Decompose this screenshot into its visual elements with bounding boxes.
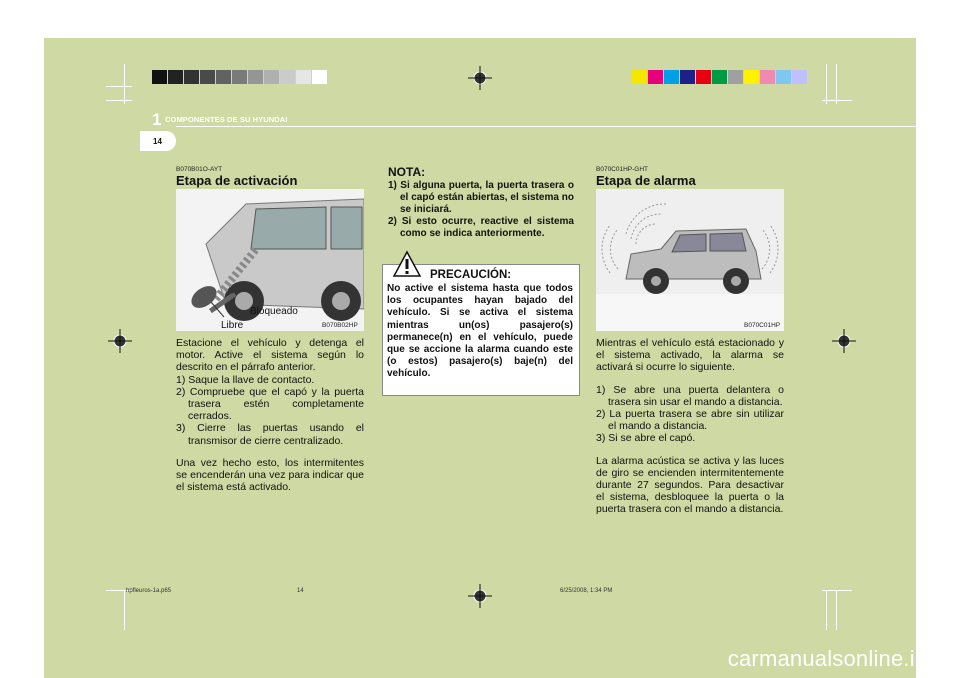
gray-swatch — [216, 70, 231, 84]
warning-triangle-icon — [392, 250, 422, 278]
left-step: 3) Cierre las puertas usando el transmisor de cierre centralizado. — [176, 422, 364, 447]
left-body — [176, 337, 364, 493]
gray-swatch — [312, 70, 327, 84]
color-swatch — [680, 70, 695, 84]
registration-target-icon — [468, 584, 492, 608]
color-swatch — [712, 70, 727, 84]
image-label-locked: Bloqueado — [250, 306, 298, 317]
right-outro: La alarma acústica se activa y las luces de giro se encienden intermitentemente durante 27 segundos. Para desactivar el sistema, desbloquee la puerta o la puerta trasera con el mando a distancia. — [596, 454, 784, 516]
gray-swatch — [232, 70, 247, 84]
note-body — [388, 180, 574, 240]
color-swatch — [776, 70, 791, 84]
color-swatch — [760, 70, 775, 84]
right-step: 1) Se abre una puerta delantera o trasera sin usar el mando a distancia. — [596, 383, 784, 408]
registration-target-icon — [832, 329, 856, 353]
section-title: Etapa de activación — [176, 173, 298, 188]
caution-text: No active el sistema hasta que todos los ocupantes hayan bajado del vehículo. Si se activa el sistema mientras un(os) pasajero(s) permanece(n) en el vehículo, puede que se accione la alarma cuando este (o estos) pasajero(s) baje(n) del vehículo. — [387, 283, 573, 380]
crop-mark — [124, 590, 125, 630]
caution-title: PRECAUCIÓN: — [430, 269, 512, 281]
right-step: 2) La puerta trasera se abre sin utilizar el mando a distancia. — [596, 408, 784, 433]
crop-mark — [124, 64, 125, 104]
left-intro: Estacione el vehículo y detenga el motor. Active el sistema según lo descrito en el párrafo anterior. — [176, 337, 364, 374]
image-label-unlocked: Libre — [221, 320, 244, 331]
right-step: 3) Si se abre el capó. — [596, 432, 696, 445]
gray-swatch — [296, 70, 311, 84]
color-calibration-bar — [632, 70, 808, 84]
registration-target-icon — [468, 66, 492, 90]
footer-file: hpfleuros-1a.p65 — [126, 588, 172, 594]
section-code: B070C01HP-GHT — [596, 166, 649, 173]
gray-swatch — [264, 70, 279, 84]
crop-mark — [822, 100, 852, 101]
gray-swatch — [168, 70, 183, 84]
image-code: B070B02HP — [322, 322, 358, 329]
color-swatch — [632, 70, 647, 84]
right-body — [596, 337, 784, 516]
section-title: Etapa de alarma — [596, 173, 696, 188]
note-title: NOTA: — [388, 165, 426, 179]
watermark: carmanualsonline.info — [727, 646, 946, 671]
left-outro: Una vez hecho esto, los intermitentes se encenderán una vez para indicar que el sistema está activado. — [176, 456, 364, 494]
crop-mark — [106, 100, 132, 101]
crop-mark — [836, 590, 837, 630]
gray-swatch — [184, 70, 199, 84]
crop-mark — [836, 64, 837, 104]
footer-date: 6/25/2008, 1:34 PM — [560, 588, 613, 594]
section-code: B070B01O-AYT — [176, 166, 223, 173]
footer-page: 14 — [297, 588, 304, 594]
chapter-title: COMPONENTES DE SU HYUNDAI — [165, 115, 288, 124]
gray-swatch — [280, 70, 295, 84]
left-step: 1) Saque la llave de contacto. — [176, 373, 315, 386]
grayscale-bar — [152, 70, 328, 84]
gray-swatch — [152, 70, 167, 84]
gray-swatch — [200, 70, 215, 84]
car-alarm-illustration — [596, 189, 784, 331]
color-swatch — [744, 70, 759, 84]
crop-mark — [822, 590, 852, 591]
alarm-illustration — [596, 189, 784, 331]
crop-mark — [106, 86, 132, 87]
left-step: 2) Compruebe que el capó y la puerta trasera estén completamente cerrados. — [176, 385, 364, 423]
note-item: 1) Si alguna puerta, la puerta trasera o el capó están abiertas, el sistema no se iniciará. — [388, 180, 574, 215]
left-margin — [0, 0, 44, 678]
chapter-number: 1 — [152, 110, 162, 129]
header-rule — [176, 126, 916, 127]
right-intro: Mientras el vehículo está estacionado y el sistema activado, la alarma se activará si ocurre lo siguiente. — [596, 337, 784, 374]
color-swatch — [792, 70, 807, 84]
page-number: 14 — [153, 137, 162, 146]
image-code: B070C01HP — [744, 322, 781, 329]
crop-mark — [826, 590, 827, 630]
registration-target-icon — [108, 329, 132, 353]
crop-mark — [826, 64, 827, 104]
note-item: 2) Si esto ocurre, reactive el sistema como se indica anteriormente. — [388, 216, 574, 239]
gray-swatch — [248, 70, 263, 84]
color-swatch — [728, 70, 743, 84]
color-swatch — [648, 70, 663, 84]
color-swatch — [696, 70, 711, 84]
color-swatch — [664, 70, 679, 84]
